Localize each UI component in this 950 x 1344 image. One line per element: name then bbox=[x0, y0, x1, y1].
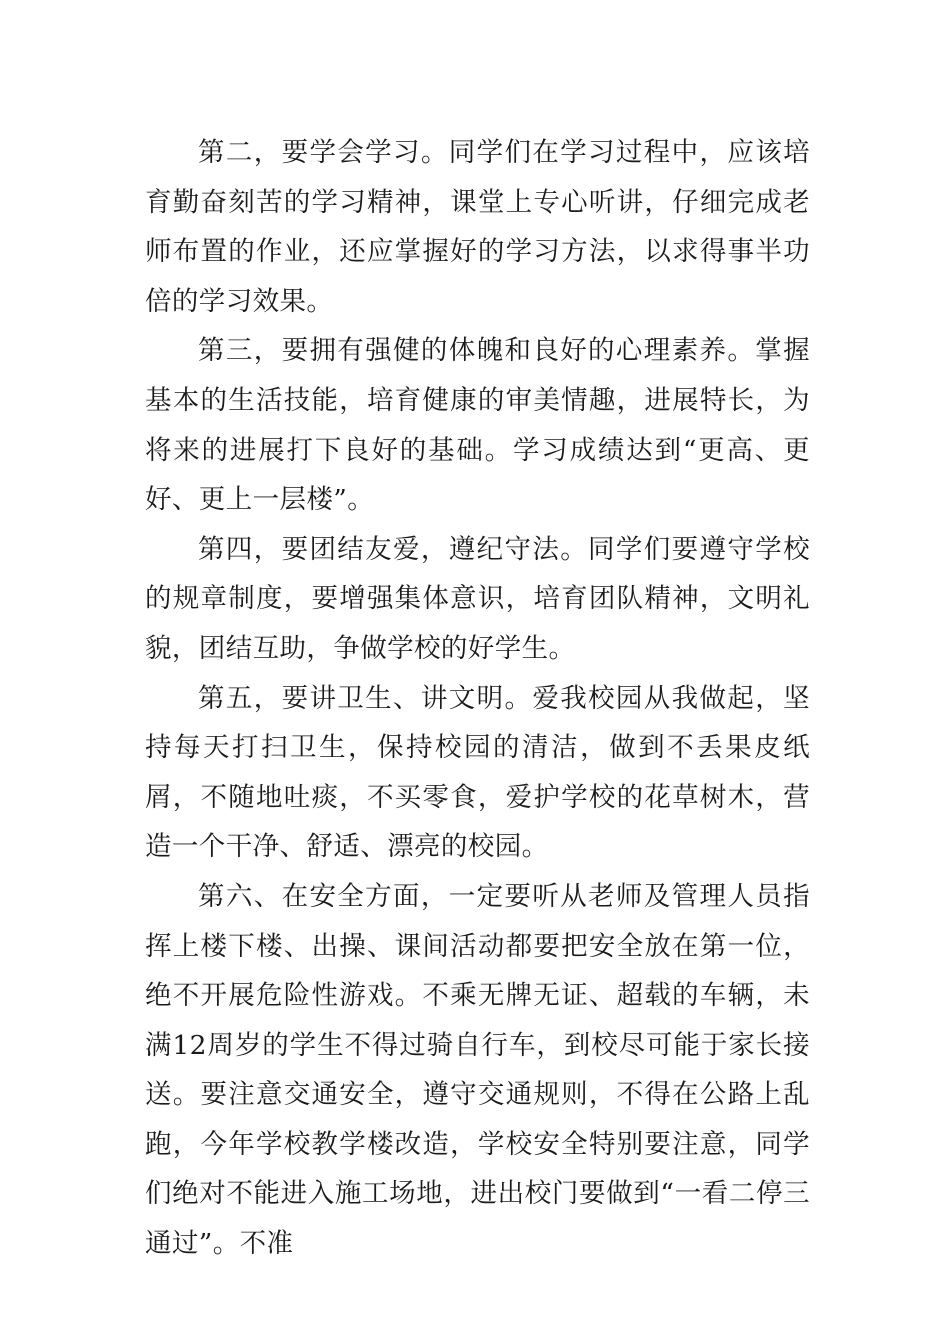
paragraph-2: 第二，要学会学习。同学们在学习过程中，应该培育勤奋刻苦的学习精神，课堂上专心听讲，仔细完成老师布置的作业，还应掌握好的学习方法，以求得事半功倍的学习效果。 bbox=[145, 137, 810, 317]
document-body bbox=[145, 128, 810, 1269]
paragraph-5: 第五，要讲卫生、讲文明。爱我校园从我做起，坚持每天打扫卫生，保持校园的清洁，做到不丢果皮纸屑，不随地吐痰，不买零食，爱护学校的花草树木，营造一个干净、舒适、漂亮的校园。 bbox=[145, 682, 810, 863]
paragraph-3: 第三，要拥有强健的体魄和良好的心理素养。掌握基本的生活技能，培育健康的审美情趣，进展特长，为将来的进展打下良好的基础。学习成绩达到“更高、更好、更上一层楼”。 bbox=[145, 335, 810, 516]
paragraph-6: 第六、在安全方面，一定要听从老师及管理人员指挥上楼下楼、出操、课间活动都要把安全放在第一位，绝不开展危险性游戏。不乘无牌无证、超载的车辆，未满12周岁的学生不得过骑自行车，到校尽可能于家长接送。要注意交通安全，遵守交通规则，不得在公路上乱跑，今年学校教学楼改造，学校安全特别要注意，同学们绝对不能进入施工场地，进出校门要做到“一看二停三通过”。不准 bbox=[145, 880, 810, 1260]
paragraph-4: 第四，要团结友爱，遵纪守法。同学们要遵守学校的规章制度，要增强集体意识，培育团队精神，文明礼貌，团结互助，争做学校的好学生。 bbox=[145, 533, 810, 664]
